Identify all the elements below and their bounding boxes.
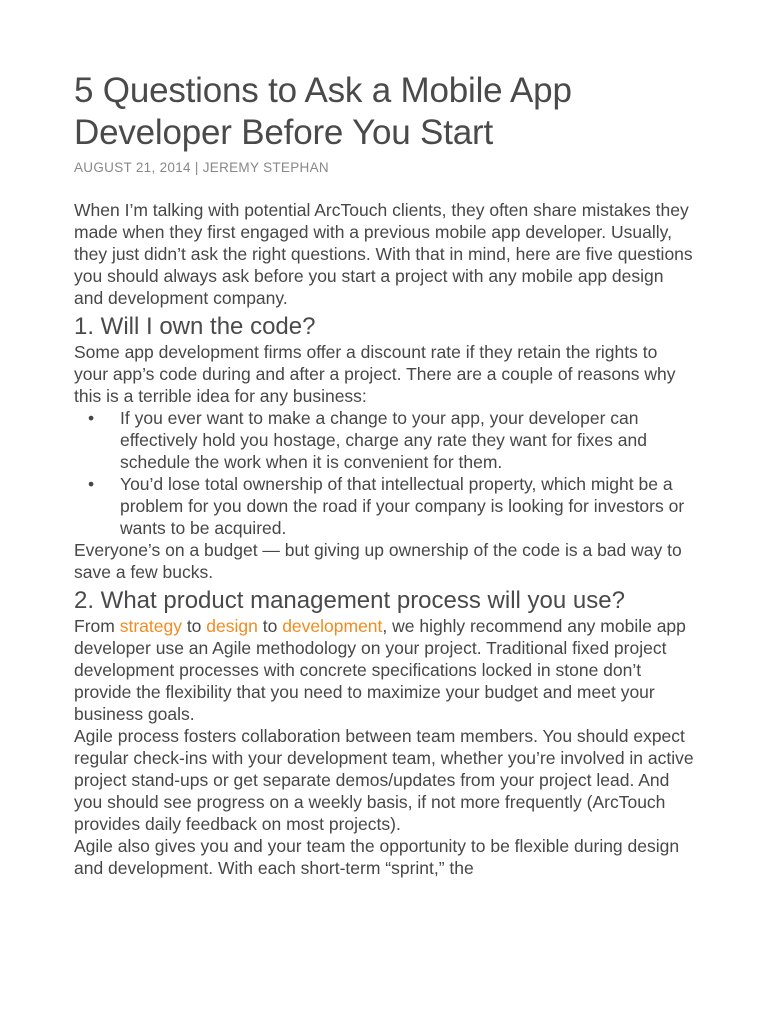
- text-span: , we highly recommend any mobile app developer use an Agile methodology on your project. Traditional fixed project development processes with concrete specifications locked in stone don’t provide the flexibility that you need to maximize your budget and meet your business goals.: [74, 616, 686, 724]
- section-1-closing-paragraph: Everyone’s on a budget — but giving up ownership of the code is a bad way to save a few bucks.: [74, 540, 682, 582]
- design-link[interactable]: design: [206, 616, 258, 636]
- section-2-heading: 2. What product management process will you use?: [74, 587, 625, 614]
- text-span: From: [74, 616, 120, 636]
- section-1-heading: 1. Will I own the code?: [74, 313, 316, 340]
- strategy-link[interactable]: strategy: [119, 616, 182, 636]
- text-span: to: [257, 616, 283, 636]
- section-2-paragraph-3: Agile also gives you and your team the opportunity to be flexible during design and development. With each short-term “sprint,” the: [74, 836, 680, 878]
- intro-paragraph: When I’m talking with potential ArcTouch clients, they often share mistakes they made when they first engaged with a previous mobile app developer. Usually, they just didn’t ask the right questions. With that in mind, here are five questions you should always ask before you start a project with any mobile app design and development company.: [74, 200, 693, 308]
- list-item: [74, 407, 694, 473]
- list-item-text: You’d lose total ownership of that intellectual property, which might be a problem for you down the road if your company is looking for investors or wants to be acquired.: [120, 474, 685, 538]
- bullet-icon: •: [88, 474, 95, 494]
- section-1-paragraph: Some app development firms offer a discount rate if they retain the rights to your app’s code during and after a project. There are a couple of reasons why this is a terrible idea for any business:: [74, 342, 676, 406]
- article-byline: AUGUST 21, 2014 | JEREMY STEPHAN: [74, 160, 329, 175]
- text-span: to: [181, 616, 207, 636]
- article-body: [74, 199, 694, 879]
- list-item-text: If you ever want to make a change to your app, your developer can effectively hold you hostage, charge any rate they want for fixes and schedule the work when it is convenient for them.: [120, 408, 647, 472]
- section-2-paragraph-1: [74, 615, 694, 725]
- section-1-bullet-list: [74, 407, 694, 539]
- article-title: 5 Questions to Ask a Mobile App Developer Before You Start: [74, 71, 572, 152]
- list-item: [74, 473, 694, 539]
- bullet-icon: •: [88, 408, 95, 428]
- development-link[interactable]: development: [282, 616, 383, 636]
- section-2-paragraph-2: Agile process fosters collaboration between team members. You should expect regular check-ins with your development team, whether you’re involved in active project stand-ups or get separate demos/updates from your project lead. And you should see progress on a weekly basis, if not more frequently (ArcTouch provides daily feedback on most projects).: [74, 726, 694, 834]
